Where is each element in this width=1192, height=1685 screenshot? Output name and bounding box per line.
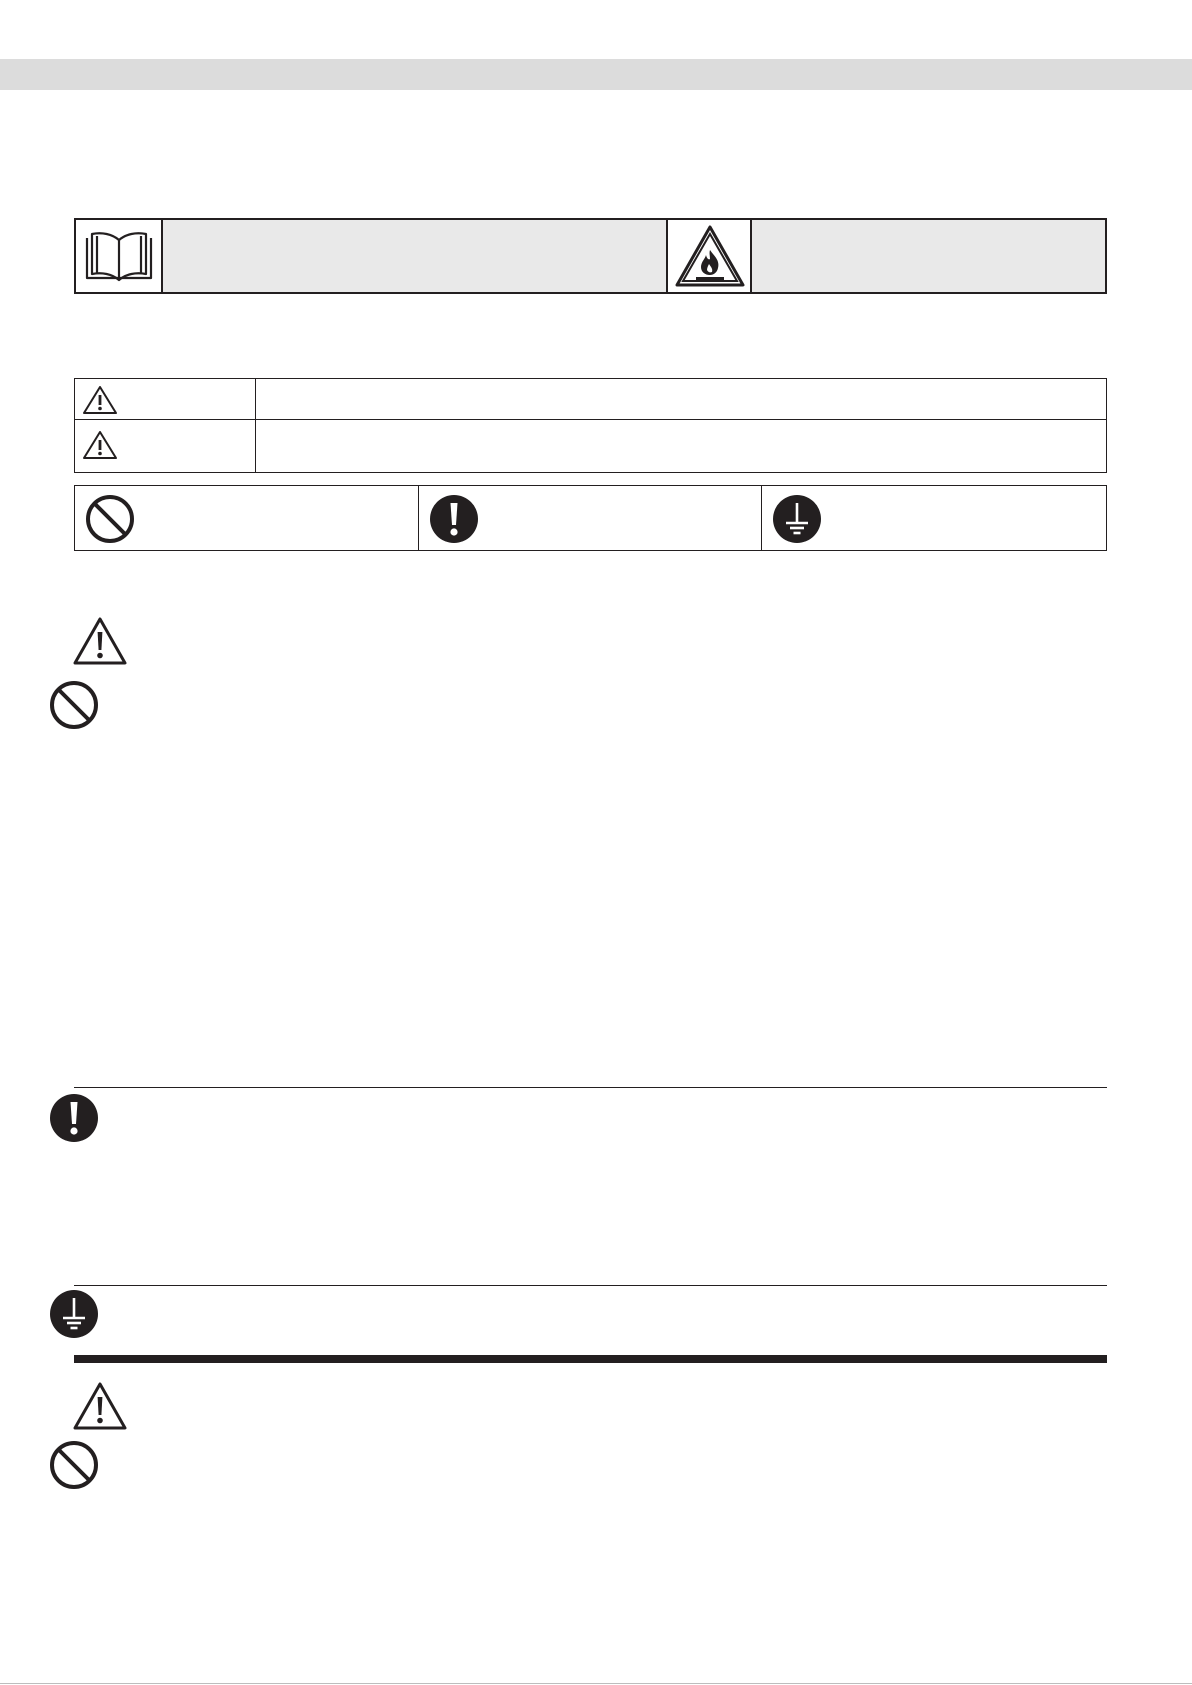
section-divider [74,1087,1107,1088]
warning-triangle-icon [82,385,118,415]
action-symbol-ground [762,486,1106,550]
severity-row [75,420,1106,472]
mandatory-action-icon [429,494,479,544]
mandatory-action-icon [49,1093,99,1143]
section-divider-thick [74,1355,1107,1363]
ground-connection-icon [772,494,822,544]
severity-table [74,378,1107,473]
caution-triangle-icon [82,430,118,460]
read-manual-text-cell [163,220,666,292]
severity-row [75,379,1106,419]
warning-triangle-icon [72,616,128,666]
action-symbol-prohibited [75,486,418,550]
action-symbol-mandatory [419,486,761,550]
prohibited-icon [85,494,135,544]
page-bottom-rule [0,1683,1192,1684]
caution-triangle-icon [72,1381,128,1431]
flammable-warning-icon [674,224,746,288]
symbol-key-box [74,218,1107,294]
ground-connection-icon [49,1289,99,1339]
read-manual-icon-cell [76,220,161,292]
section-divider [74,1285,1107,1286]
flammable-text-cell [752,220,1105,292]
read-manual-book-icon [84,228,154,286]
flammable-icon-cell [668,220,750,292]
action-symbol-legend [74,485,1107,551]
prohibited-icon [49,1440,99,1490]
prohibited-icon [49,680,99,730]
header-band [0,59,1192,90]
